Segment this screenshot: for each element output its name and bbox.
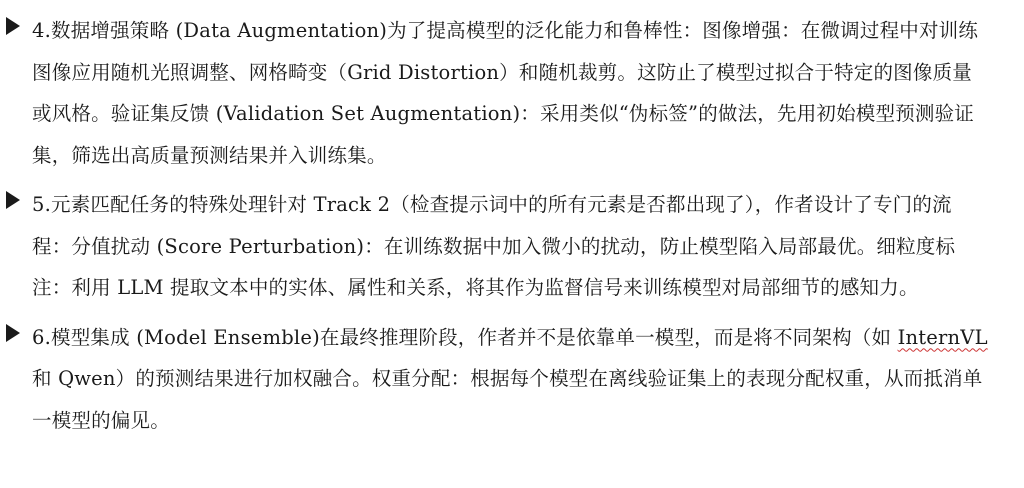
list-item-text: 4.数据增强策略 (Data Augmentation)为了提高模型的泛化能力和鲁棒性：图像增强：在微调过程中对训练图像应用随机光照调整、网格畸变（Grid Distortion）和随机裁剪。这防止了模型过拟合于特定的图像质量或风格。验证集反馈 (Validation Set Augmentation)：采用类似“伪标签”的做法，先用初始模型预测验证集，筛选出高质量预测结果并入训练集。	[32, 19, 979, 167]
list-item	[4, 10, 990, 176]
spellcheck-flagged-word[interactable]: InternVL	[897, 325, 988, 349]
arrow-bullet-icon	[6, 324, 20, 342]
arrow-bullet-icon	[6, 191, 20, 209]
list-item	[4, 184, 990, 309]
text-segment: 和 Qwen）的预测结果进行加权融合。权重分配：根据每个模型在离线验证集上的表现分配权重，从而抵消单一模型的偏见。	[32, 367, 983, 432]
text-segment: 6.模型集成 (Model Ensemble)在最终推理阶段，作者并不是依靠单一模型，而是将不同架构（如	[32, 325, 898, 349]
list-item-text	[32, 317, 990, 442]
list-item-text: 5.元素匹配任务的特殊处理针对 Track 2（检查提示词中的所有元素是否都出现了），作者设计了专门的流程：分值扰动 (Score Perturbation)：在训练数据中加入微小的扰动，防止模型陷入局部最优。细粒度标注：利用 LLM 提取文本中的实体、属性和关系，将其作为监督信号来训练模型对局部细节的感知力。	[32, 193, 956, 299]
arrow-bullet-icon	[6, 17, 20, 35]
list-item	[4, 317, 990, 442]
